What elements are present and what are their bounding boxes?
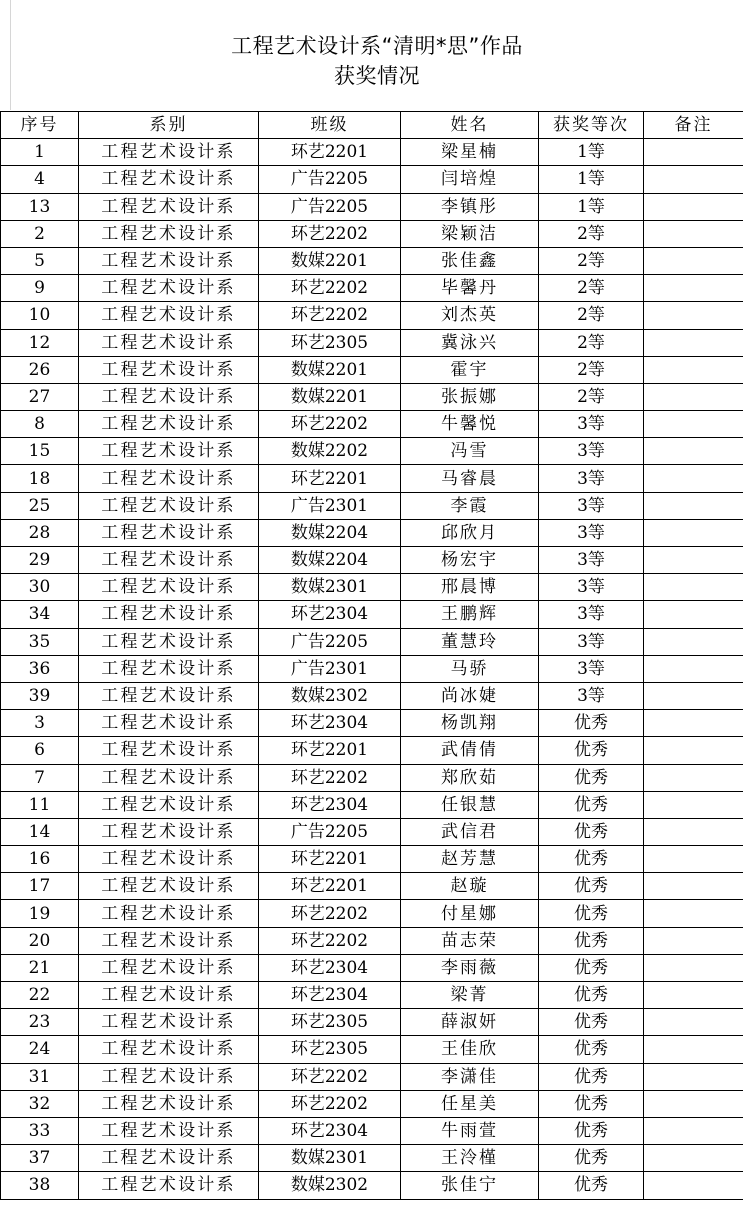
cell-name: 梁菁 xyxy=(401,982,539,1009)
cell-department: 工程艺术设计系 xyxy=(79,682,259,709)
cell-award-level: 优秀 xyxy=(539,927,644,954)
cell-award-level: 优秀 xyxy=(539,1145,644,1172)
table-row xyxy=(1,1145,743,1172)
cell-index: 7 xyxy=(1,764,79,791)
cell-remarks xyxy=(644,383,743,410)
cell-name: 任星美 xyxy=(401,1090,539,1117)
cell-department: 工程艺术设计系 xyxy=(79,383,259,410)
cell-award-level: 优秀 xyxy=(539,710,644,737)
cell-index: 6 xyxy=(1,737,79,764)
cell-award-level: 3等 xyxy=(539,438,644,465)
cell-department: 工程艺术设计系 xyxy=(79,601,259,628)
cell-department: 工程艺术设计系 xyxy=(79,1036,259,1063)
cell-remarks xyxy=(644,547,743,574)
cell-name: 王泠槿 xyxy=(401,1145,539,1172)
cell-class: 数媒2204 xyxy=(259,547,401,574)
cell-remarks xyxy=(644,873,743,900)
table-row xyxy=(1,356,743,383)
cell-department: 工程艺术设计系 xyxy=(79,247,259,274)
cell-name: 闫培煌 xyxy=(401,166,539,193)
cell-class: 环艺2202 xyxy=(259,1063,401,1090)
cell-class: 数媒2301 xyxy=(259,1145,401,1172)
cell-index: 2 xyxy=(1,220,79,247)
table-row xyxy=(1,982,743,1009)
cell-index: 12 xyxy=(1,329,79,356)
cell-department: 工程艺术设计系 xyxy=(79,275,259,302)
cell-department: 工程艺术设计系 xyxy=(79,628,259,655)
cell-remarks xyxy=(644,628,743,655)
cell-remarks xyxy=(644,438,743,465)
cell-index: 30 xyxy=(1,574,79,601)
cell-award-level: 优秀 xyxy=(539,764,644,791)
table-row xyxy=(1,547,743,574)
cell-award-level: 优秀 xyxy=(539,1036,644,1063)
cell-remarks xyxy=(644,682,743,709)
table-row xyxy=(1,247,743,274)
cell-name: 毕馨丹 xyxy=(401,275,539,302)
cell-remarks xyxy=(644,982,743,1009)
cell-name: 刘杰英 xyxy=(401,302,539,329)
table-row xyxy=(1,492,743,519)
cell-department: 工程艺术设计系 xyxy=(79,465,259,492)
cell-department: 工程艺术设计系 xyxy=(79,574,259,601)
cell-name: 尚冰婕 xyxy=(401,682,539,709)
cell-index: 1 xyxy=(1,139,79,166)
cell-index: 28 xyxy=(1,519,79,546)
cell-department: 工程艺术设计系 xyxy=(79,1009,259,1036)
cell-remarks xyxy=(644,356,743,383)
cell-name: 冯雪 xyxy=(401,438,539,465)
cell-class: 环艺2201 xyxy=(259,846,401,873)
cell-name: 杨凯翔 xyxy=(401,710,539,737)
cell-index: 14 xyxy=(1,818,79,845)
cell-award-level: 3等 xyxy=(539,574,644,601)
cell-remarks xyxy=(644,1145,743,1172)
cell-award-level: 优秀 xyxy=(539,900,644,927)
cell-remarks xyxy=(644,519,743,546)
cell-award-level: 3等 xyxy=(539,628,644,655)
cell-name: 董慧玲 xyxy=(401,628,539,655)
table-body xyxy=(1,139,743,1199)
cell-department: 工程艺术设计系 xyxy=(79,220,259,247)
cell-department: 工程艺术设计系 xyxy=(79,356,259,383)
cell-department: 工程艺术设计系 xyxy=(79,737,259,764)
cell-department: 工程艺术设计系 xyxy=(79,139,259,166)
cell-remarks xyxy=(644,1063,743,1090)
table-row xyxy=(1,954,743,981)
cell-remarks xyxy=(644,1009,743,1036)
cell-class: 广告2301 xyxy=(259,655,401,682)
cell-name: 武倩倩 xyxy=(401,737,539,764)
cell-award-level: 优秀 xyxy=(539,954,644,981)
table-row xyxy=(1,275,743,302)
cell-remarks xyxy=(644,492,743,519)
cell-award-level: 3等 xyxy=(539,492,644,519)
cell-remarks xyxy=(644,737,743,764)
cell-department: 工程艺术设计系 xyxy=(79,547,259,574)
cell-class: 环艺2304 xyxy=(259,710,401,737)
table-row xyxy=(1,846,743,873)
cell-department: 工程艺术设计系 xyxy=(79,873,259,900)
cell-award-level: 优秀 xyxy=(539,737,644,764)
cell-award-level: 优秀 xyxy=(539,873,644,900)
cell-department: 工程艺术设计系 xyxy=(79,710,259,737)
cell-name: 霍宇 xyxy=(401,356,539,383)
cell-department: 工程艺术设计系 xyxy=(79,519,259,546)
cell-department: 工程艺术设计系 xyxy=(79,846,259,873)
cell-class: 环艺2202 xyxy=(259,927,401,954)
table-row xyxy=(1,1117,743,1144)
cell-remarks xyxy=(644,846,743,873)
cell-remarks xyxy=(644,818,743,845)
table-row xyxy=(1,1063,743,1090)
cell-name: 马骄 xyxy=(401,655,539,682)
cell-name: 马睿晨 xyxy=(401,465,539,492)
cell-index: 19 xyxy=(1,900,79,927)
cell-remarks xyxy=(644,574,743,601)
table-row xyxy=(1,166,743,193)
cell-award-level: 优秀 xyxy=(539,1009,644,1036)
table-row xyxy=(1,764,743,791)
cell-index: 22 xyxy=(1,982,79,1009)
cell-award-level: 3等 xyxy=(539,655,644,682)
cell-index: 34 xyxy=(1,601,79,628)
cell-remarks xyxy=(644,710,743,737)
cell-index: 11 xyxy=(1,791,79,818)
cell-class: 环艺2305 xyxy=(259,1036,401,1063)
cell-department: 工程艺术设计系 xyxy=(79,166,259,193)
cell-remarks xyxy=(644,302,743,329)
cell-name: 王鹏辉 xyxy=(401,601,539,628)
cell-name: 张振娜 xyxy=(401,383,539,410)
cell-department: 工程艺术设计系 xyxy=(79,1172,259,1199)
cell-class: 环艺2304 xyxy=(259,1117,401,1144)
cell-class: 环艺2304 xyxy=(259,601,401,628)
cell-class: 环艺2201 xyxy=(259,139,401,166)
cell-name: 冀泳兴 xyxy=(401,329,539,356)
table-row xyxy=(1,682,743,709)
cell-index: 36 xyxy=(1,655,79,682)
cell-award-level: 优秀 xyxy=(539,982,644,1009)
cell-department: 工程艺术设计系 xyxy=(79,791,259,818)
table-row xyxy=(1,737,743,764)
cell-department: 工程艺术设计系 xyxy=(79,193,259,220)
cell-remarks xyxy=(644,247,743,274)
cell-class: 广告2205 xyxy=(259,166,401,193)
cell-remarks xyxy=(644,166,743,193)
cell-class: 环艺2202 xyxy=(259,900,401,927)
cell-award-level: 3等 xyxy=(539,411,644,438)
cell-name: 付星娜 xyxy=(401,900,539,927)
cell-award-level: 3等 xyxy=(539,682,644,709)
cell-class: 环艺2201 xyxy=(259,465,401,492)
table-row xyxy=(1,411,743,438)
cell-name: 苗志荣 xyxy=(401,927,539,954)
cell-index: 17 xyxy=(1,873,79,900)
table-row xyxy=(1,329,743,356)
table-row xyxy=(1,574,743,601)
cell-remarks xyxy=(644,764,743,791)
cell-index: 21 xyxy=(1,954,79,981)
cell-index: 29 xyxy=(1,547,79,574)
cell-name: 李雨薇 xyxy=(401,954,539,981)
cell-department: 工程艺术设计系 xyxy=(79,655,259,682)
cell-name: 赵璇 xyxy=(401,873,539,900)
table-row xyxy=(1,873,743,900)
cell-class: 数媒2201 xyxy=(259,356,401,383)
cell-remarks xyxy=(644,139,743,166)
cell-award-level: 1等 xyxy=(539,193,644,220)
table-row xyxy=(1,655,743,682)
table-row xyxy=(1,710,743,737)
cell-award-level: 2等 xyxy=(539,356,644,383)
cell-name: 武信君 xyxy=(401,818,539,845)
cell-department: 工程艺术设计系 xyxy=(79,1090,259,1117)
cell-class: 环艺2202 xyxy=(259,1090,401,1117)
cell-remarks xyxy=(644,411,743,438)
cell-index: 26 xyxy=(1,356,79,383)
cell-name: 牛馨悦 xyxy=(401,411,539,438)
cell-index: 32 xyxy=(1,1090,79,1117)
cell-class: 环艺2202 xyxy=(259,302,401,329)
table-row xyxy=(1,383,743,410)
cell-award-level: 优秀 xyxy=(539,1117,644,1144)
cell-class: 广告2205 xyxy=(259,628,401,655)
cell-award-level: 2等 xyxy=(539,302,644,329)
cell-name: 任银慧 xyxy=(401,791,539,818)
cell-class: 环艺2304 xyxy=(259,982,401,1009)
table-header-row xyxy=(1,112,743,139)
cell-index: 25 xyxy=(1,492,79,519)
cell-award-level: 3等 xyxy=(539,547,644,574)
table-row xyxy=(1,1172,743,1199)
table-row xyxy=(1,1009,743,1036)
cell-class: 数媒2204 xyxy=(259,519,401,546)
cell-award-level: 3等 xyxy=(539,519,644,546)
table-row xyxy=(1,302,743,329)
cell-remarks xyxy=(644,275,743,302)
cell-award-level: 2等 xyxy=(539,247,644,274)
cell-department: 工程艺术设计系 xyxy=(79,954,259,981)
cell-index: 23 xyxy=(1,1009,79,1036)
header-name: 姓名 xyxy=(401,112,539,139)
cell-name: 郑欣茹 xyxy=(401,764,539,791)
cell-class: 广告2205 xyxy=(259,193,401,220)
table-row xyxy=(1,927,743,954)
cell-name: 张佳宁 xyxy=(401,1172,539,1199)
cell-award-level: 2等 xyxy=(539,329,644,356)
cell-department: 工程艺术设计系 xyxy=(79,492,259,519)
cell-index: 37 xyxy=(1,1145,79,1172)
cell-remarks xyxy=(644,465,743,492)
table-row xyxy=(1,139,743,166)
cell-index: 4 xyxy=(1,166,79,193)
cell-name: 张佳鑫 xyxy=(401,247,539,274)
cell-class: 环艺2304 xyxy=(259,954,401,981)
cell-remarks xyxy=(644,791,743,818)
table-row xyxy=(1,193,743,220)
cell-remarks xyxy=(644,900,743,927)
cell-remarks xyxy=(644,1036,743,1063)
cell-class: 环艺2305 xyxy=(259,329,401,356)
cell-award-level: 优秀 xyxy=(539,818,644,845)
table-row xyxy=(1,438,743,465)
cell-class: 数媒2201 xyxy=(259,383,401,410)
cell-index: 15 xyxy=(1,438,79,465)
cell-name: 邱欣月 xyxy=(401,519,539,546)
cell-remarks xyxy=(644,220,743,247)
cell-award-level: 优秀 xyxy=(539,846,644,873)
cell-index: 8 xyxy=(1,411,79,438)
cell-index: 33 xyxy=(1,1117,79,1144)
cell-remarks xyxy=(644,1172,743,1199)
cell-index: 27 xyxy=(1,383,79,410)
cell-award-level: 优秀 xyxy=(539,1063,644,1090)
cell-index: 16 xyxy=(1,846,79,873)
cell-award-level: 优秀 xyxy=(539,1172,644,1199)
cell-class: 环艺2202 xyxy=(259,764,401,791)
cell-class: 环艺2201 xyxy=(259,737,401,764)
cell-class: 环艺2202 xyxy=(259,220,401,247)
cell-class: 环艺2201 xyxy=(259,873,401,900)
cell-index: 31 xyxy=(1,1063,79,1090)
cell-name: 赵芳慧 xyxy=(401,846,539,873)
cell-department: 工程艺术设计系 xyxy=(79,764,259,791)
cell-department: 工程艺术设计系 xyxy=(79,411,259,438)
document-subtitle: 获奖情况 xyxy=(334,64,420,88)
table-row xyxy=(1,220,743,247)
cell-index: 10 xyxy=(1,302,79,329)
cell-name: 李霞 xyxy=(401,492,539,519)
cell-department: 工程艺术设计系 xyxy=(79,900,259,927)
cell-remarks xyxy=(644,927,743,954)
table-row xyxy=(1,465,743,492)
cell-name: 王佳欣 xyxy=(401,1036,539,1063)
cell-index: 9 xyxy=(1,275,79,302)
header-award-level: 获奖等次 xyxy=(539,112,644,139)
table-row xyxy=(1,1090,743,1117)
cell-department: 工程艺术设计系 xyxy=(79,927,259,954)
cell-remarks xyxy=(644,655,743,682)
cell-index: 35 xyxy=(1,628,79,655)
cell-remarks xyxy=(644,1117,743,1144)
cell-class: 数媒2201 xyxy=(259,247,401,274)
cell-index: 38 xyxy=(1,1172,79,1199)
cell-class: 数媒2301 xyxy=(259,574,401,601)
cell-name: 杨宏宇 xyxy=(401,547,539,574)
cell-department: 工程艺术设计系 xyxy=(79,818,259,845)
cell-remarks xyxy=(644,601,743,628)
cell-award-level: 2等 xyxy=(539,383,644,410)
table-row xyxy=(1,791,743,818)
cell-award-level: 优秀 xyxy=(539,1090,644,1117)
cell-department: 工程艺术设计系 xyxy=(79,982,259,1009)
awards-table xyxy=(0,111,743,1200)
cell-class: 数媒2302 xyxy=(259,682,401,709)
cell-class: 数媒2202 xyxy=(259,438,401,465)
cell-class: 环艺2304 xyxy=(259,791,401,818)
cell-class: 环艺2305 xyxy=(259,1009,401,1036)
cell-award-level: 1等 xyxy=(539,166,644,193)
cell-remarks xyxy=(644,193,743,220)
cell-index: 24 xyxy=(1,1036,79,1063)
cell-index: 3 xyxy=(1,710,79,737)
cell-name: 薛淑妍 xyxy=(401,1009,539,1036)
table-row xyxy=(1,601,743,628)
cell-department: 工程艺术设计系 xyxy=(79,1063,259,1090)
table-row xyxy=(1,628,743,655)
cell-award-level: 3等 xyxy=(539,601,644,628)
title-area xyxy=(10,0,743,110)
header-remarks: 备注 xyxy=(644,112,743,139)
cell-award-level: 2等 xyxy=(539,220,644,247)
cell-remarks xyxy=(644,1090,743,1117)
cell-remarks xyxy=(644,954,743,981)
cell-name: 梁星楠 xyxy=(401,139,539,166)
header-index: 序号 xyxy=(1,112,79,139)
cell-class: 环艺2202 xyxy=(259,411,401,438)
table-row xyxy=(1,1036,743,1063)
cell-name: 梁颖洁 xyxy=(401,220,539,247)
cell-class: 广告2301 xyxy=(259,492,401,519)
cell-name: 邢晨博 xyxy=(401,574,539,601)
cell-index: 18 xyxy=(1,465,79,492)
cell-index: 39 xyxy=(1,682,79,709)
cell-index: 20 xyxy=(1,927,79,954)
document-title: 工程艺术设计系“清明*思”作品 xyxy=(231,34,523,58)
cell-class: 数媒2302 xyxy=(259,1172,401,1199)
cell-name: 牛雨萱 xyxy=(401,1117,539,1144)
table-row xyxy=(1,818,743,845)
cell-award-level: 3等 xyxy=(539,465,644,492)
cell-award-level: 2等 xyxy=(539,275,644,302)
cell-department: 工程艺术设计系 xyxy=(79,438,259,465)
header-class: 班级 xyxy=(259,112,401,139)
cell-name: 李镇彤 xyxy=(401,193,539,220)
table-row xyxy=(1,519,743,546)
cell-remarks xyxy=(644,329,743,356)
cell-name: 李潇佳 xyxy=(401,1063,539,1090)
cell-department: 工程艺术设计系 xyxy=(79,302,259,329)
cell-index: 5 xyxy=(1,247,79,274)
cell-award-level: 1等 xyxy=(539,139,644,166)
cell-department: 工程艺术设计系 xyxy=(79,1145,259,1172)
cell-index: 13 xyxy=(1,193,79,220)
cell-class: 广告2205 xyxy=(259,818,401,845)
cell-award-level: 优秀 xyxy=(539,791,644,818)
table-row xyxy=(1,900,743,927)
cell-class: 环艺2202 xyxy=(259,275,401,302)
header-department: 系别 xyxy=(79,112,259,139)
cell-department: 工程艺术设计系 xyxy=(79,1117,259,1144)
cell-department: 工程艺术设计系 xyxy=(79,329,259,356)
